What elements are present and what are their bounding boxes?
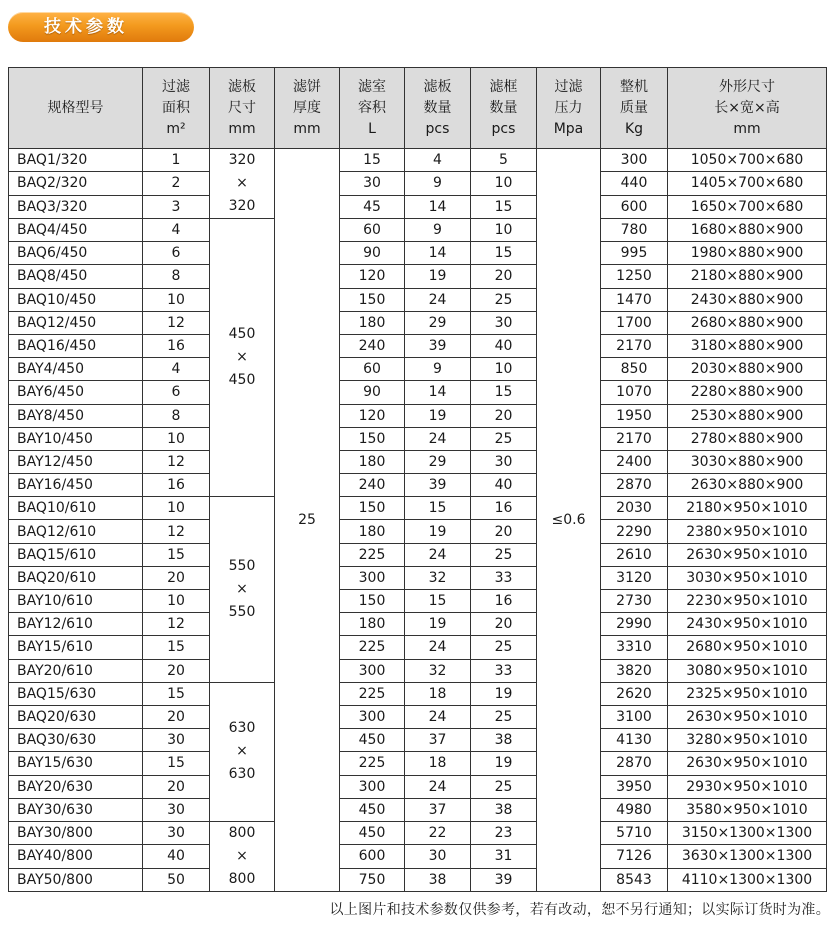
cell-frame-count: 15 — [471, 381, 537, 404]
cell-weight: 3100 — [601, 705, 668, 728]
plate-size-line: × — [236, 349, 248, 366]
cell-plate-count: 9 — [405, 219, 471, 242]
cell-model: BAY15/610 — [9, 636, 143, 659]
cell-weight: 2170 — [601, 334, 668, 357]
cell-frame-count: 30 — [471, 450, 537, 473]
table-row — [9, 358, 827, 381]
cell-area: 12 — [143, 520, 210, 543]
cell-plate-size — [210, 149, 275, 219]
cell-model: BAQ15/610 — [9, 543, 143, 566]
cell-chamber-volume: 180 — [340, 311, 405, 334]
cell-weight: 1070 — [601, 381, 668, 404]
cell-model: BAQ10/610 — [9, 497, 143, 520]
cell-area: 4 — [143, 219, 210, 242]
cell-chamber-volume: 300 — [340, 566, 405, 589]
header-frame-count: 滤框 数量 pcs — [471, 68, 537, 149]
cell-dimensions: 2630×950×1010 — [668, 543, 827, 566]
cell-plate-count: 24 — [405, 705, 471, 728]
header-plate-count: 滤板 数量 pcs — [405, 68, 471, 149]
cell-area: 15 — [143, 636, 210, 659]
spec-table-body — [9, 149, 827, 892]
table-row — [9, 729, 827, 752]
cell-chamber-volume: 225 — [340, 682, 405, 705]
cell-weight: 2990 — [601, 613, 668, 636]
cell-plate-count: 15 — [405, 590, 471, 613]
cell-dimensions: 2680×950×1010 — [668, 636, 827, 659]
cell-chamber-volume: 225 — [340, 543, 405, 566]
cell-frame-count: 20 — [471, 613, 537, 636]
cell-model: BAY16/450 — [9, 474, 143, 497]
cell-dimensions: 2630×950×1010 — [668, 752, 827, 775]
cell-plate-count: 39 — [405, 474, 471, 497]
cell-plate-count: 19 — [405, 613, 471, 636]
cell-frame-count: 25 — [471, 705, 537, 728]
cell-plate-count: 9 — [405, 358, 471, 381]
cell-area: 10 — [143, 288, 210, 311]
cell-dimensions: 2180×950×1010 — [668, 497, 827, 520]
cell-area: 6 — [143, 381, 210, 404]
table-row — [9, 265, 827, 288]
cell-model: BAQ6/450 — [9, 242, 143, 265]
cell-frame-count: 10 — [471, 219, 537, 242]
header-chamber-volume: 滤室 容积 L — [340, 68, 405, 149]
cell-model: BAY12/450 — [9, 450, 143, 473]
cell-plate-count: 19 — [405, 404, 471, 427]
cell-chamber-volume: 450 — [340, 798, 405, 821]
cell-area: 12 — [143, 613, 210, 636]
cell-plate-size — [210, 682, 275, 821]
cell-chamber-volume: 60 — [340, 219, 405, 242]
cell-model: BAY40/800 — [9, 845, 143, 868]
table-row — [9, 566, 827, 589]
cell-frame-count: 5 — [471, 149, 537, 172]
cell-model: BAQ2/320 — [9, 172, 143, 195]
cell-chamber-volume: 450 — [340, 821, 405, 844]
header-cake-thickness: 滤饼 厚度 mm — [275, 68, 340, 149]
header-weight: 整机 质量 Kg — [601, 68, 668, 149]
spec-table — [8, 67, 827, 892]
cell-plate-count: 24 — [405, 427, 471, 450]
cell-weight: 3950 — [601, 775, 668, 798]
cell-plate-count: 24 — [405, 543, 471, 566]
cell-model: BAQ10/450 — [9, 288, 143, 311]
table-row — [9, 404, 827, 427]
cell-frame-count: 25 — [471, 543, 537, 566]
section-title-pill — [8, 12, 194, 42]
cell-chamber-volume: 60 — [340, 358, 405, 381]
table-row — [9, 149, 827, 172]
table-row — [9, 682, 827, 705]
footnote: 以上图片和技术参数仅供参考，若有改动，恕不另行通知；以实际订货时为准。 — [329, 902, 830, 918]
cell-weight: 3120 — [601, 566, 668, 589]
cell-chamber-volume: 90 — [340, 381, 405, 404]
table-row — [9, 474, 827, 497]
cell-weight: 600 — [601, 195, 668, 218]
cell-area: 8 — [143, 265, 210, 288]
cell-weight: 2870 — [601, 752, 668, 775]
table-row — [9, 705, 827, 728]
cell-chamber-volume: 450 — [340, 729, 405, 752]
cell-weight: 2730 — [601, 590, 668, 613]
table-row — [9, 195, 827, 218]
cell-chamber-volume: 180 — [340, 450, 405, 473]
cell-weight: 4980 — [601, 798, 668, 821]
cell-weight: 995 — [601, 242, 668, 265]
cell-model: BAQ30/630 — [9, 729, 143, 752]
cell-dimensions: 3280×950×1010 — [668, 729, 827, 752]
table-row — [9, 381, 827, 404]
cell-area: 15 — [143, 682, 210, 705]
cell-model: BAQ12/610 — [9, 520, 143, 543]
plate-size-line: 450 — [228, 372, 256, 389]
cell-plate-count: 22 — [405, 821, 471, 844]
cell-chamber-volume: 225 — [340, 752, 405, 775]
cell-model: BAY10/450 — [9, 427, 143, 450]
cell-area: 8 — [143, 404, 210, 427]
table-row — [9, 242, 827, 265]
cell-area: 20 — [143, 775, 210, 798]
cell-weight: 3820 — [601, 659, 668, 682]
cell-dimensions: 3150×1300×1300 — [668, 821, 827, 844]
cell-plate-count: 39 — [405, 334, 471, 357]
cell-weight: 300 — [601, 149, 668, 172]
cell-weight: 2290 — [601, 520, 668, 543]
cell-dimensions: 2230×950×1010 — [668, 590, 827, 613]
cell-plate-count: 14 — [405, 195, 471, 218]
table-row — [9, 334, 827, 357]
cell-model: BAY20/630 — [9, 775, 143, 798]
plate-size-line: 320 — [228, 198, 256, 214]
cell-frame-count: 10 — [471, 358, 537, 381]
cell-chamber-volume: 120 — [340, 265, 405, 288]
cell-chamber-volume: 90 — [340, 242, 405, 265]
cell-plate-count: 9 — [405, 172, 471, 195]
cell-weight: 3310 — [601, 636, 668, 659]
table-row — [9, 659, 827, 682]
cell-chamber-volume: 300 — [340, 659, 405, 682]
cell-weight: 8543 — [601, 868, 668, 891]
cell-frame-count: 16 — [471, 497, 537, 520]
cell-dimensions: 1405×700×680 — [668, 172, 827, 195]
cell-model: BAQ4/450 — [9, 219, 143, 242]
cell-weight: 850 — [601, 358, 668, 381]
cell-dimensions: 3630×1300×1300 — [668, 845, 827, 868]
plate-size-line: × — [236, 581, 248, 597]
cell-plate-count: 37 — [405, 729, 471, 752]
table-row — [9, 752, 827, 775]
table-row — [9, 636, 827, 659]
cell-cake-thickness: 25 — [275, 149, 340, 892]
cell-dimensions: 3030×950×1010 — [668, 566, 827, 589]
cell-weight: 2870 — [601, 474, 668, 497]
cell-plate-count: 30 — [405, 845, 471, 868]
cell-model: BAQ20/610 — [9, 566, 143, 589]
cell-weight: 2400 — [601, 450, 668, 473]
cell-area: 16 — [143, 474, 210, 497]
cell-frame-count: 40 — [471, 474, 537, 497]
cell-chamber-volume: 225 — [340, 636, 405, 659]
cell-chamber-volume: 150 — [340, 590, 405, 613]
table-row — [9, 845, 827, 868]
header-dimensions: 外形尺寸 长×宽×高 mm — [668, 68, 827, 149]
cell-area: 6 — [143, 242, 210, 265]
cell-weight: 440 — [601, 172, 668, 195]
cell-frame-count: 15 — [471, 195, 537, 218]
cell-chamber-volume: 240 — [340, 334, 405, 357]
cell-area: 12 — [143, 450, 210, 473]
cell-area: 12 — [143, 311, 210, 334]
cell-dimensions: 2780×880×900 — [668, 427, 827, 450]
plate-size-line: 800 — [228, 824, 256, 841]
cell-chamber-volume: 600 — [340, 845, 405, 868]
cell-chamber-volume: 150 — [340, 427, 405, 450]
cell-frame-count: 38 — [471, 729, 537, 752]
cell-dimensions: 1650×700×680 — [668, 195, 827, 218]
cell-frame-count: 10 — [471, 172, 537, 195]
cell-plate-size — [210, 497, 275, 683]
cell-chamber-volume: 180 — [340, 613, 405, 636]
cell-model: BAY50/800 — [9, 868, 143, 891]
table-row — [9, 775, 827, 798]
table-row — [9, 311, 827, 334]
cell-frame-count: 40 — [471, 334, 537, 357]
cell-chamber-volume: 240 — [340, 474, 405, 497]
cell-frame-count: 25 — [471, 636, 537, 659]
cell-plate-count: 29 — [405, 450, 471, 473]
cell-frame-count: 33 — [471, 566, 537, 589]
table-row — [9, 288, 827, 311]
header-pressure: 过滤 压力 Mpa — [537, 68, 601, 149]
plate-size-line: 630 — [228, 720, 256, 737]
header-row — [9, 68, 827, 149]
cell-dimensions: 1680×880×900 — [668, 219, 827, 242]
cell-dimensions: 4110×1300×1300 — [668, 868, 827, 891]
cell-chamber-volume: 150 — [340, 288, 405, 311]
cell-frame-count: 25 — [471, 775, 537, 798]
cell-plate-count: 24 — [405, 636, 471, 659]
cell-area: 40 — [143, 845, 210, 868]
plate-size-line: 450 — [228, 326, 256, 343]
cell-weight: 780 — [601, 219, 668, 242]
cell-frame-count: 23 — [471, 821, 537, 844]
cell-area: 30 — [143, 798, 210, 821]
cell-frame-count: 38 — [471, 798, 537, 821]
cell-weight: 4130 — [601, 729, 668, 752]
cell-model: BAQ1/320 — [9, 149, 143, 172]
cell-dimensions: 2530×880×900 — [668, 404, 827, 427]
cell-dimensions: 2380×950×1010 — [668, 520, 827, 543]
cell-weight: 1470 — [601, 288, 668, 311]
cell-model: BAQ8/450 — [9, 265, 143, 288]
cell-dimensions: 2630×880×900 — [668, 474, 827, 497]
cell-pressure: ≤0.6 — [537, 149, 601, 892]
cell-plate-size — [210, 821, 275, 891]
cell-dimensions: 2430×950×1010 — [668, 613, 827, 636]
cell-model: BAY30/800 — [9, 821, 143, 844]
plate-size-line: 320 — [228, 152, 256, 168]
cell-area: 3 — [143, 195, 210, 218]
cell-plate-count: 18 — [405, 752, 471, 775]
cell-model: BAQ16/450 — [9, 334, 143, 357]
cell-dimensions: 2680×880×900 — [668, 311, 827, 334]
cell-frame-count: 25 — [471, 288, 537, 311]
cell-area: 16 — [143, 334, 210, 357]
cell-frame-count: 33 — [471, 659, 537, 682]
cell-frame-count: 30 — [471, 311, 537, 334]
cell-model: BAQ12/450 — [9, 311, 143, 334]
cell-dimensions: 3580×950×1010 — [668, 798, 827, 821]
plate-size-line: × — [236, 175, 248, 191]
cell-plate-count: 19 — [405, 265, 471, 288]
cell-plate-count: 19 — [405, 520, 471, 543]
cell-weight: 1250 — [601, 265, 668, 288]
cell-dimensions: 1050×700×680 — [668, 149, 827, 172]
cell-dimensions: 2280×880×900 — [668, 381, 827, 404]
cell-chamber-volume: 750 — [340, 868, 405, 891]
cell-frame-count: 20 — [471, 265, 537, 288]
cell-frame-count: 16 — [471, 590, 537, 613]
header-model: 规格型号 — [9, 68, 143, 149]
cell-model: BAQ20/630 — [9, 705, 143, 728]
cell-frame-count: 15 — [471, 242, 537, 265]
cell-weight: 5710 — [601, 821, 668, 844]
plate-size-line: × — [236, 743, 248, 760]
cell-model: BAQ15/630 — [9, 682, 143, 705]
cell-plate-count: 18 — [405, 682, 471, 705]
cell-weight: 1950 — [601, 404, 668, 427]
table-row — [9, 219, 827, 242]
table-row — [9, 520, 827, 543]
table-row — [9, 497, 827, 520]
table-row — [9, 868, 827, 891]
cell-dimensions: 1980×880×900 — [668, 242, 827, 265]
table-row — [9, 798, 827, 821]
cell-plate-count: 32 — [405, 566, 471, 589]
cell-frame-count: 25 — [471, 427, 537, 450]
cell-dimensions: 3080×950×1010 — [668, 659, 827, 682]
cell-dimensions: 2430×880×900 — [668, 288, 827, 311]
cell-plate-count: 15 — [405, 497, 471, 520]
cell-plate-count: 14 — [405, 381, 471, 404]
cell-plate-count: 38 — [405, 868, 471, 891]
cell-frame-count: 19 — [471, 752, 537, 775]
section-title: 技术参数 — [44, 17, 128, 37]
plate-size-line: 630 — [228, 766, 256, 783]
cell-plate-count: 29 — [405, 311, 471, 334]
cell-area: 2 — [143, 172, 210, 195]
cell-dimensions: 2180×880×900 — [668, 265, 827, 288]
cell-area: 1 — [143, 149, 210, 172]
cell-model: BAY30/630 — [9, 798, 143, 821]
cell-area: 30 — [143, 821, 210, 844]
cell-area: 15 — [143, 543, 210, 566]
table-row — [9, 450, 827, 473]
header-area: 过滤 面积 m² — [143, 68, 210, 149]
cell-area: 15 — [143, 752, 210, 775]
cell-chamber-volume: 300 — [340, 775, 405, 798]
cell-model: BAY4/450 — [9, 358, 143, 381]
cell-weight: 2030 — [601, 497, 668, 520]
cell-plate-count: 37 — [405, 798, 471, 821]
cell-model: BAY10/610 — [9, 590, 143, 613]
cell-area: 20 — [143, 566, 210, 589]
cell-chamber-volume: 150 — [340, 497, 405, 520]
cell-plate-count: 14 — [405, 242, 471, 265]
cell-plate-size — [210, 219, 275, 497]
cell-dimensions: 2930×950×1010 — [668, 775, 827, 798]
cell-area: 20 — [143, 705, 210, 728]
table-row — [9, 543, 827, 566]
cell-frame-count: 31 — [471, 845, 537, 868]
cell-plate-count: 4 — [405, 149, 471, 172]
cell-plate-count: 24 — [405, 288, 471, 311]
cell-frame-count: 20 — [471, 404, 537, 427]
cell-plate-count: 24 — [405, 775, 471, 798]
cell-frame-count: 20 — [471, 520, 537, 543]
cell-weight: 2620 — [601, 682, 668, 705]
table-row — [9, 172, 827, 195]
cell-area: 10 — [143, 590, 210, 613]
cell-frame-count: 19 — [471, 682, 537, 705]
cell-model: BAQ3/320 — [9, 195, 143, 218]
cell-model: BAY12/610 — [9, 613, 143, 636]
cell-area: 20 — [143, 659, 210, 682]
cell-chamber-volume: 15 — [340, 149, 405, 172]
plate-size-line: 550 — [228, 604, 256, 620]
cell-area: 50 — [143, 868, 210, 891]
cell-area: 10 — [143, 427, 210, 450]
plate-size-line: × — [236, 847, 248, 864]
cell-dimensions: 2630×950×1010 — [668, 705, 827, 728]
table-row — [9, 590, 827, 613]
cell-area: 4 — [143, 358, 210, 381]
cell-chamber-volume: 120 — [340, 404, 405, 427]
cell-model: BAY15/630 — [9, 752, 143, 775]
table-row — [9, 613, 827, 636]
cell-frame-count: 39 — [471, 868, 537, 891]
cell-dimensions: 2030×880×900 — [668, 358, 827, 381]
plate-size-line: 550 — [228, 558, 256, 574]
cell-chamber-volume: 45 — [340, 195, 405, 218]
cell-chamber-volume: 180 — [340, 520, 405, 543]
table-row — [9, 821, 827, 844]
cell-model: BAY20/610 — [9, 659, 143, 682]
cell-dimensions: 2325×950×1010 — [668, 682, 827, 705]
cell-weight: 7126 — [601, 845, 668, 868]
cell-chamber-volume: 30 — [340, 172, 405, 195]
cell-dimensions: 3180×880×900 — [668, 334, 827, 357]
cell-chamber-volume: 300 — [340, 705, 405, 728]
cell-plate-count: 32 — [405, 659, 471, 682]
plate-size-line: 800 — [228, 870, 256, 887]
cell-model: BAY6/450 — [9, 381, 143, 404]
cell-area: 30 — [143, 729, 210, 752]
cell-weight: 2170 — [601, 427, 668, 450]
cell-model: BAY8/450 — [9, 404, 143, 427]
cell-weight: 1700 — [601, 311, 668, 334]
table-row — [9, 427, 827, 450]
cell-weight: 2610 — [601, 543, 668, 566]
cell-area: 10 — [143, 497, 210, 520]
cell-dimensions: 3030×880×900 — [668, 450, 827, 473]
header-plate-size: 滤板 尺寸 mm — [210, 68, 275, 149]
